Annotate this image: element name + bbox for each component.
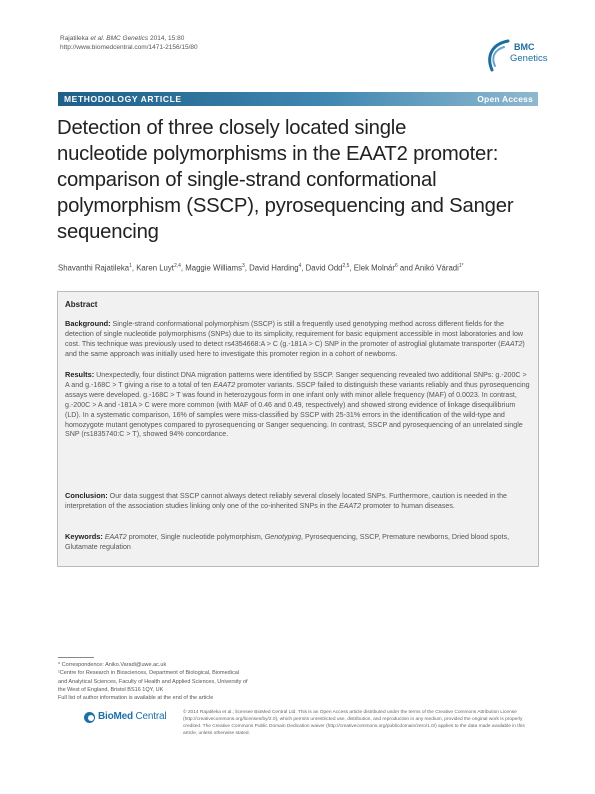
author-name[interactable]: David Odd [305,263,343,273]
author-affiliation: 4 [298,263,302,269]
citation-header [60,34,198,52]
correspondence[interactable]: * Correspondence: Aniko.Varadi@uwe.ac.uk [58,662,167,668]
open-access-label[interactable]: Open Access [477,93,533,104]
affiliation-line: and Analytical Sciences, Faculty of Health and Applied Sciences, University of [58,678,248,685]
journal-logo [484,38,548,82]
citation-journal: et al. BMC Genetics [90,35,149,42]
title-line: comparison of single-strand conformational [57,169,437,191]
results-label: Results: [65,370,95,379]
keywords-label: Keywords: [65,532,103,541]
article-title [57,115,542,245]
publisher-logo-text [98,711,166,722]
article-type-bar [58,92,538,106]
author-name[interactable]: Maggie Williams [185,263,242,273]
title-line: nucleotide polymorphisms in the EAAT2 promoter: [57,143,499,165]
abstract-keywords [65,532,531,553]
bmc-arc-icon [484,38,512,74]
keywords-text-end: , Pyrosequencing, SSCP, Premature newborns, Dried blood spots, Glutamate regulation [65,533,510,551]
license-text: © 2014 Rajatileka et al.; licensee BioMed Central Ltd. This is an Open Access article distributed under the terms of the Creative Commons Attribution License (http://creativecommons.org/licenses/by/2.0), which permits unrestricted use, distribution, and reproduction in any medium, provided the original work is properly credited. The Creative Commons Public Domain Dedication waiver (http://creativecommons.org/publicdomain/zero/1.0/) applies to the data made available in this article, unless otherwise stated. [183,710,525,736]
results-text-end: promoter variants. SSCP failed to distinguish these variants reliably and thus pyrosequencing assays were developed. g.-168C > T was found in heterozygous form in one infant only with minor allele frequency (MAF) of 0.0023. In contrast, g.-200C > A and -181A > C were more common (with MAF of 0.46 and 0.49, respectively) and showed strong evidence of linkage disequilibrium (LD). In a systematic comparison, 16% of samples were miss-classified by SSCP with 25-31% errors in the identification of the wild-type and homozygote mutant genotypes compared to pyrosequencing or Sanger sequencing. In contrast, SSCP and pyrosequencing of an unrelated single SNP (rs1835740:C > T), showed 94% concordance. [65,380,530,439]
abstract-background [65,319,531,360]
abstract-heading: Abstract [65,300,98,309]
author-affiliation: 3 [242,263,245,269]
citation-url[interactable]: http://www.biomedcentral.com/1471-2156/15/80 [60,44,198,51]
publisher-logo [84,710,174,726]
article-type-label: METHODOLOGY ARTICLE [64,93,182,104]
author-affiliation: 1 [129,263,132,269]
gene-name: EAAT2 [104,533,127,541]
author-name[interactable]: David Harding [249,263,299,273]
author-info-note: Full list of author information is available at the end of the article [58,695,214,702]
results-text: Unexpectedly, four distinct DNA migration patterns were identified by SSCP. Sanger sequencing revealed two additional SNPs: g.-200C > A and g.-168C > T giving a rise to a total of ten [65,371,527,389]
author-name[interactable]: Shavanthi Rajatileka [58,263,130,273]
gene-name: EAAT2 [213,380,236,389]
author-name[interactable]: Karen Luyt [136,263,174,273]
keyword-genotyping: Genotyping [264,533,302,541]
title-line: Detection of three closely located single [57,117,407,139]
title-line: polymorphism (SSCP), pyrosequencing and Sanger [57,195,514,217]
background-label: Background: [65,319,111,328]
footnotes [58,657,298,702]
author-affiliation: 2,4 [173,263,181,269]
title-line: sequencing [57,221,159,243]
gene-name: EAAT2 [339,501,362,510]
citation-volume: 2014, 15:80 [148,35,185,42]
journal-logo-line2: Genetics [510,53,548,64]
footnote-rule [58,657,94,658]
journal-logo-line1: BMC [514,42,535,52]
background-text: Single-strand conformational polymorphism (SSCP) is still a frequently used genotyping method across different fields for the detection of single nucleotide polymorphisms (SNPs) due to its simplicity, requirement for basic equipment accessible in most laboratories and low cost. This technique was previously used to detect rs4354668:A > C (g.-181A > C) SNP in the promoter of astroglial glutamate transporter ( [65,320,524,348]
author-affiliation: 2,5 [342,263,350,269]
author-affiliation: 6 [394,263,398,269]
keywords-text: promoter, Single nucleotide polymorphism, [126,533,265,541]
affiliation-line: ¹Centre for Research in Biosciences, Department of Biological, Biomedical [58,670,239,677]
conclusion-text-end: promoter to human diseases. [361,501,455,510]
abstract-results [65,370,531,440]
affiliation-line: the West of England, Bristol BS16 1QY, UK [58,686,164,693]
background-text-end: ) and the same approach was initially used here to investigate this promoter region in a cohort of newborns. [65,339,525,358]
author-list: Shavanthi Rajatileka$^1$, Karen Luyt$^{2,4}$, Maggie Williams$^3$, David Harding$^4$, David Odd$^{2,5}$, Elek Molnár$^6$ and Anikó Váradi$^{1*}$ [58,263,464,273]
author-name[interactable]: Anikó Váradi [414,263,459,273]
publisher-logo-light: Central [132,711,167,722]
publisher-logo-bold: BioMed [98,711,133,722]
abstract-box [57,291,539,567]
conclusion-label: Conclusion: [65,491,108,500]
gene-name: EAAT2 [500,339,523,348]
author-name[interactable]: Elek Molnár [353,263,395,273]
conclusion-text: Our data suggest that SSCP cannot always detect reliably several closely located SNPs. Furthermore, caution is needed in the interpretation of the association studies linking only one of the co-inherited SNPs in the [65,492,508,510]
abstract-conclusion [65,491,531,512]
citation-authors: Rajatileka [60,35,91,42]
citation-line-1 [60,34,198,43]
author-affiliation: 1* [458,263,464,269]
